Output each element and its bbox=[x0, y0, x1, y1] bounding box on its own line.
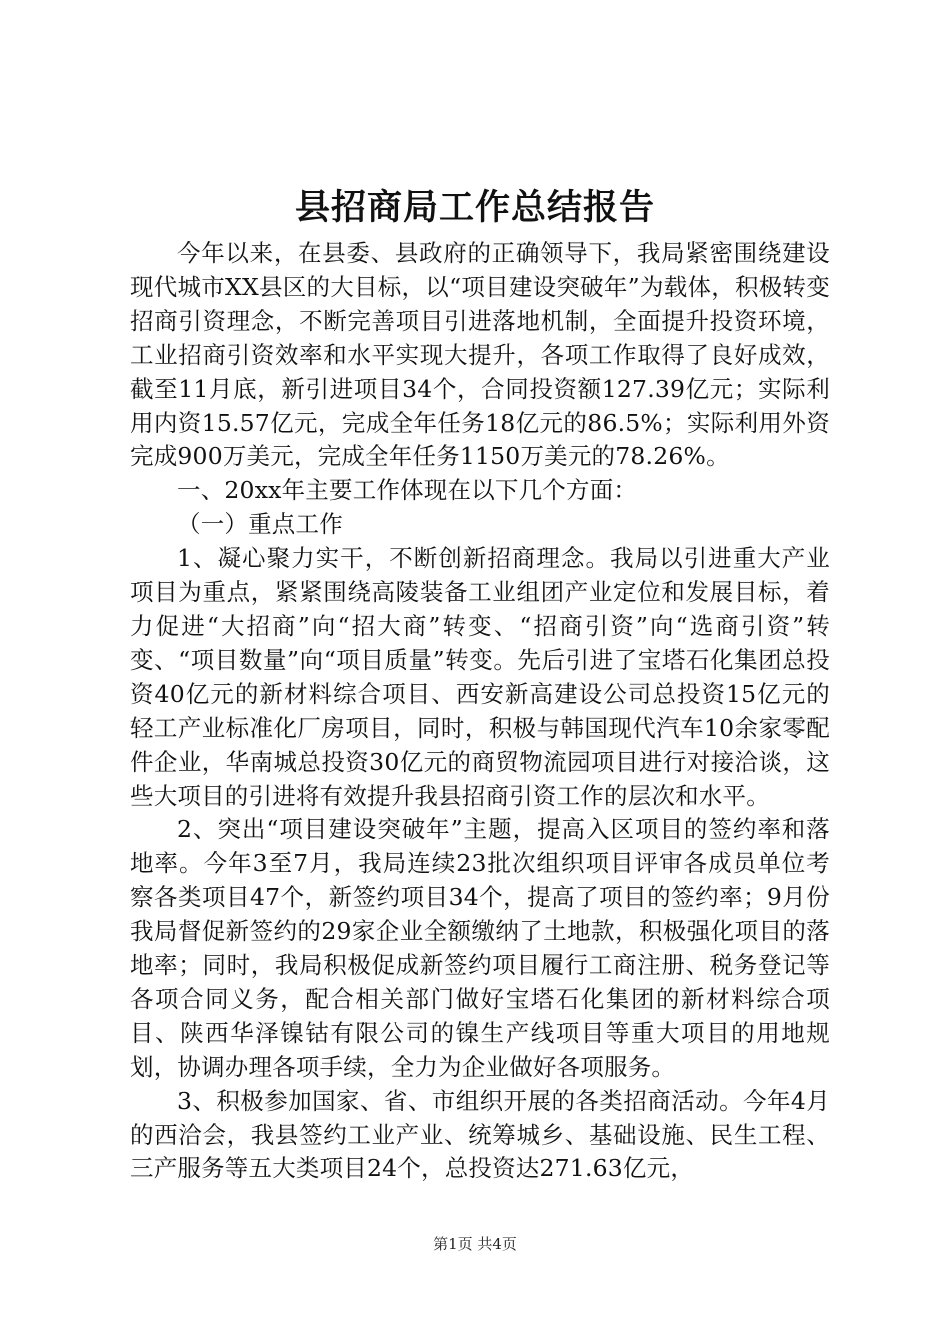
intro-paragraph: 今年以来，在县委、县政府的正确领导下，我局紧密围绕建设现代城市XX县区的大目标，以“项目建设突破年”为载体，积极转变招商引资理念，不断完善项目引进落地机制，全面提升投资环境，工业招商引资效率和水平实现大提升，各项工作取得了良好成效，截至11月底，新引进项目34个，合同投资额127.39亿元；实际利用内资15.57亿元，完成全年任务18亿元的86.5%；实际利用外资完成900万美元，完成全年任务1150万美元的78.26%。 bbox=[130, 239, 830, 471]
document-title: 县招商局工作总结报告 bbox=[294, 187, 655, 228]
document-body bbox=[130, 237, 830, 1186]
item-3-paragraph: 3、积极参加国家、省、市组织开展的各类招商活动。今年4月的西洽会，我县签约工业产业、统筹城乡、基础设施、民生工程、三产服务等五大类项目24个，总投资达271.63亿元， bbox=[130, 1086, 830, 1183]
section-heading: 一、20xx年主要工作体现在以下几个方面： bbox=[177, 476, 638, 505]
item-1-paragraph: 1、凝心聚力实干，不断创新招商理念。我局以引进重大产业项目为重点，紧紧围绕高陵装备工业组团产业定位和发展目标，着力促进“大招商”向“招大商”转变、“招商引资”向“选商引资”转变、“项目数量”向“项目质量”转变。先后引进了宝塔石化集团总投资40亿元的新材料综合项目、西安新高建设公司总投资15亿元的轻工产业标准化厂房项目，同时，积极与韩国现代汽车10余家零配件企业，华南城总投资30亿元的商贸物流园项目进行对接洽谈，这些大项目的引进将有效提升我县招商引资工作的层次和水平。 bbox=[130, 544, 830, 810]
subsection-heading: （一）重点工作 bbox=[177, 510, 343, 539]
page-number-footer: 第1页 共4页 bbox=[433, 1235, 517, 1253]
item-2-paragraph: 2、突出“项目建设突破年”主题，提高入区项目的签约率和落地率。今年3至7月，我局连续23批次组织项目评审各成员单位考察各类项目47个，新签约项目34个，提高了项目的签约率；9月份我局督促新签约的29家企业全额缴纳了土地款，积极强化项目的落地率；同时，我局积极促成新签约项目履行工商注册、税务登记等各项合同义务，配合相关部门做好宝塔石化集团的新材料综合项目、陕西华泽镍钴有限公司的镍生产线项目等重大项目的用地规划，协调办理各项手续，全力为企业做好各项服务。 bbox=[130, 815, 830, 1081]
